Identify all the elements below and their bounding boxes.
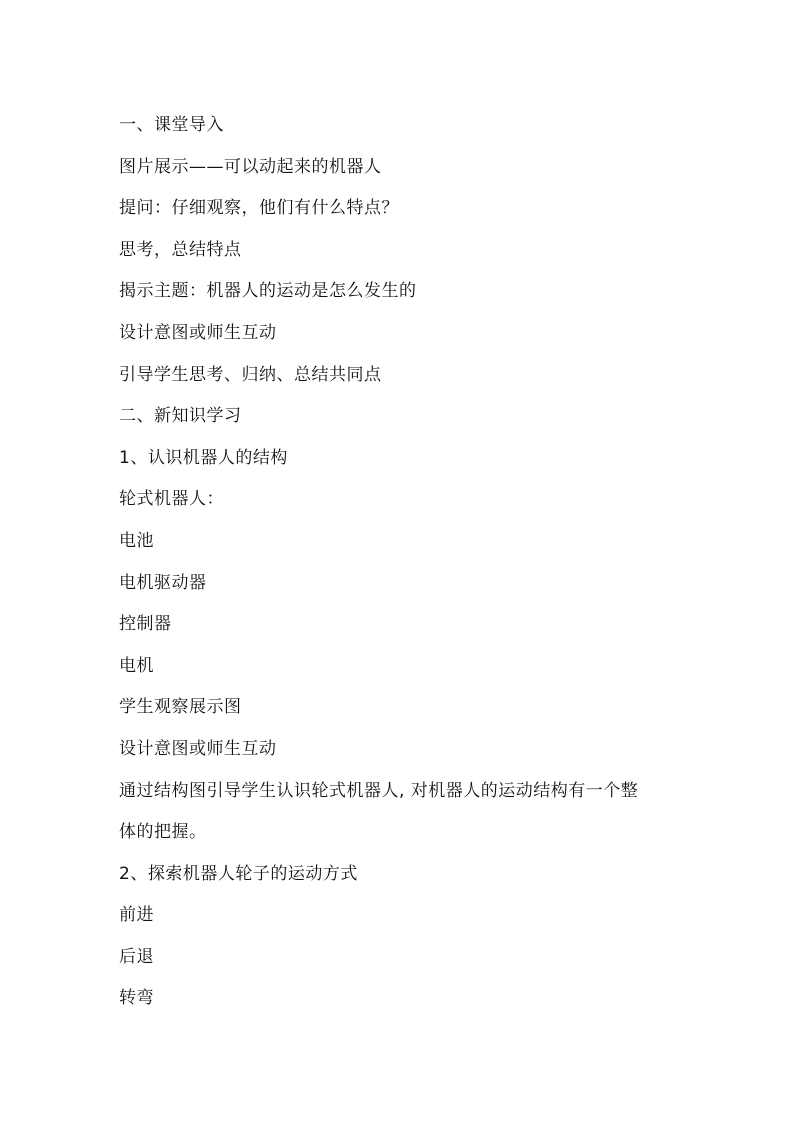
section-heading-2: 二、新知识学习 xyxy=(119,406,242,427)
text-line: 体的把握。 xyxy=(119,822,207,843)
text-line: 通过结构图引导学生认识轮式机器人, 对机器人的运动结构有一个整 xyxy=(119,780,639,801)
text-line: 思考，总结特点 xyxy=(119,239,242,260)
text-line: 设计意图或师生互动 xyxy=(119,738,277,759)
list-item: 电机 xyxy=(119,655,154,676)
text-line: 设计意图或师生互动 xyxy=(119,322,277,343)
document-body xyxy=(119,105,689,1020)
list-item: 电机驱动器 xyxy=(119,572,207,593)
subsection-heading-1: 1、认识机器人的结构 xyxy=(119,447,288,468)
list-item: 前进 xyxy=(119,905,154,926)
list-item: 后退 xyxy=(119,946,154,967)
text-line: 提问：仔细观察，他们有什么特点？ xyxy=(119,198,399,219)
text-line: 轮式机器人： xyxy=(119,489,224,510)
text-line: 引导学生思考、归纳、总结共同点 xyxy=(119,364,382,385)
text-line: 揭示主题：机器人的运动是怎么发生的 xyxy=(119,281,417,302)
list-item: 电池 xyxy=(119,530,154,551)
list-item: 控制器 xyxy=(119,614,172,635)
subsection-heading-2: 2、探索机器人轮子的运动方式 xyxy=(119,863,358,884)
list-item: 转弯 xyxy=(119,988,154,1009)
text-line: 学生观察展示图 xyxy=(119,697,242,718)
section-heading-1: 一、课堂导入 xyxy=(119,115,224,135)
text-line: 图片展示——可以动起来的机器人 xyxy=(119,156,382,177)
